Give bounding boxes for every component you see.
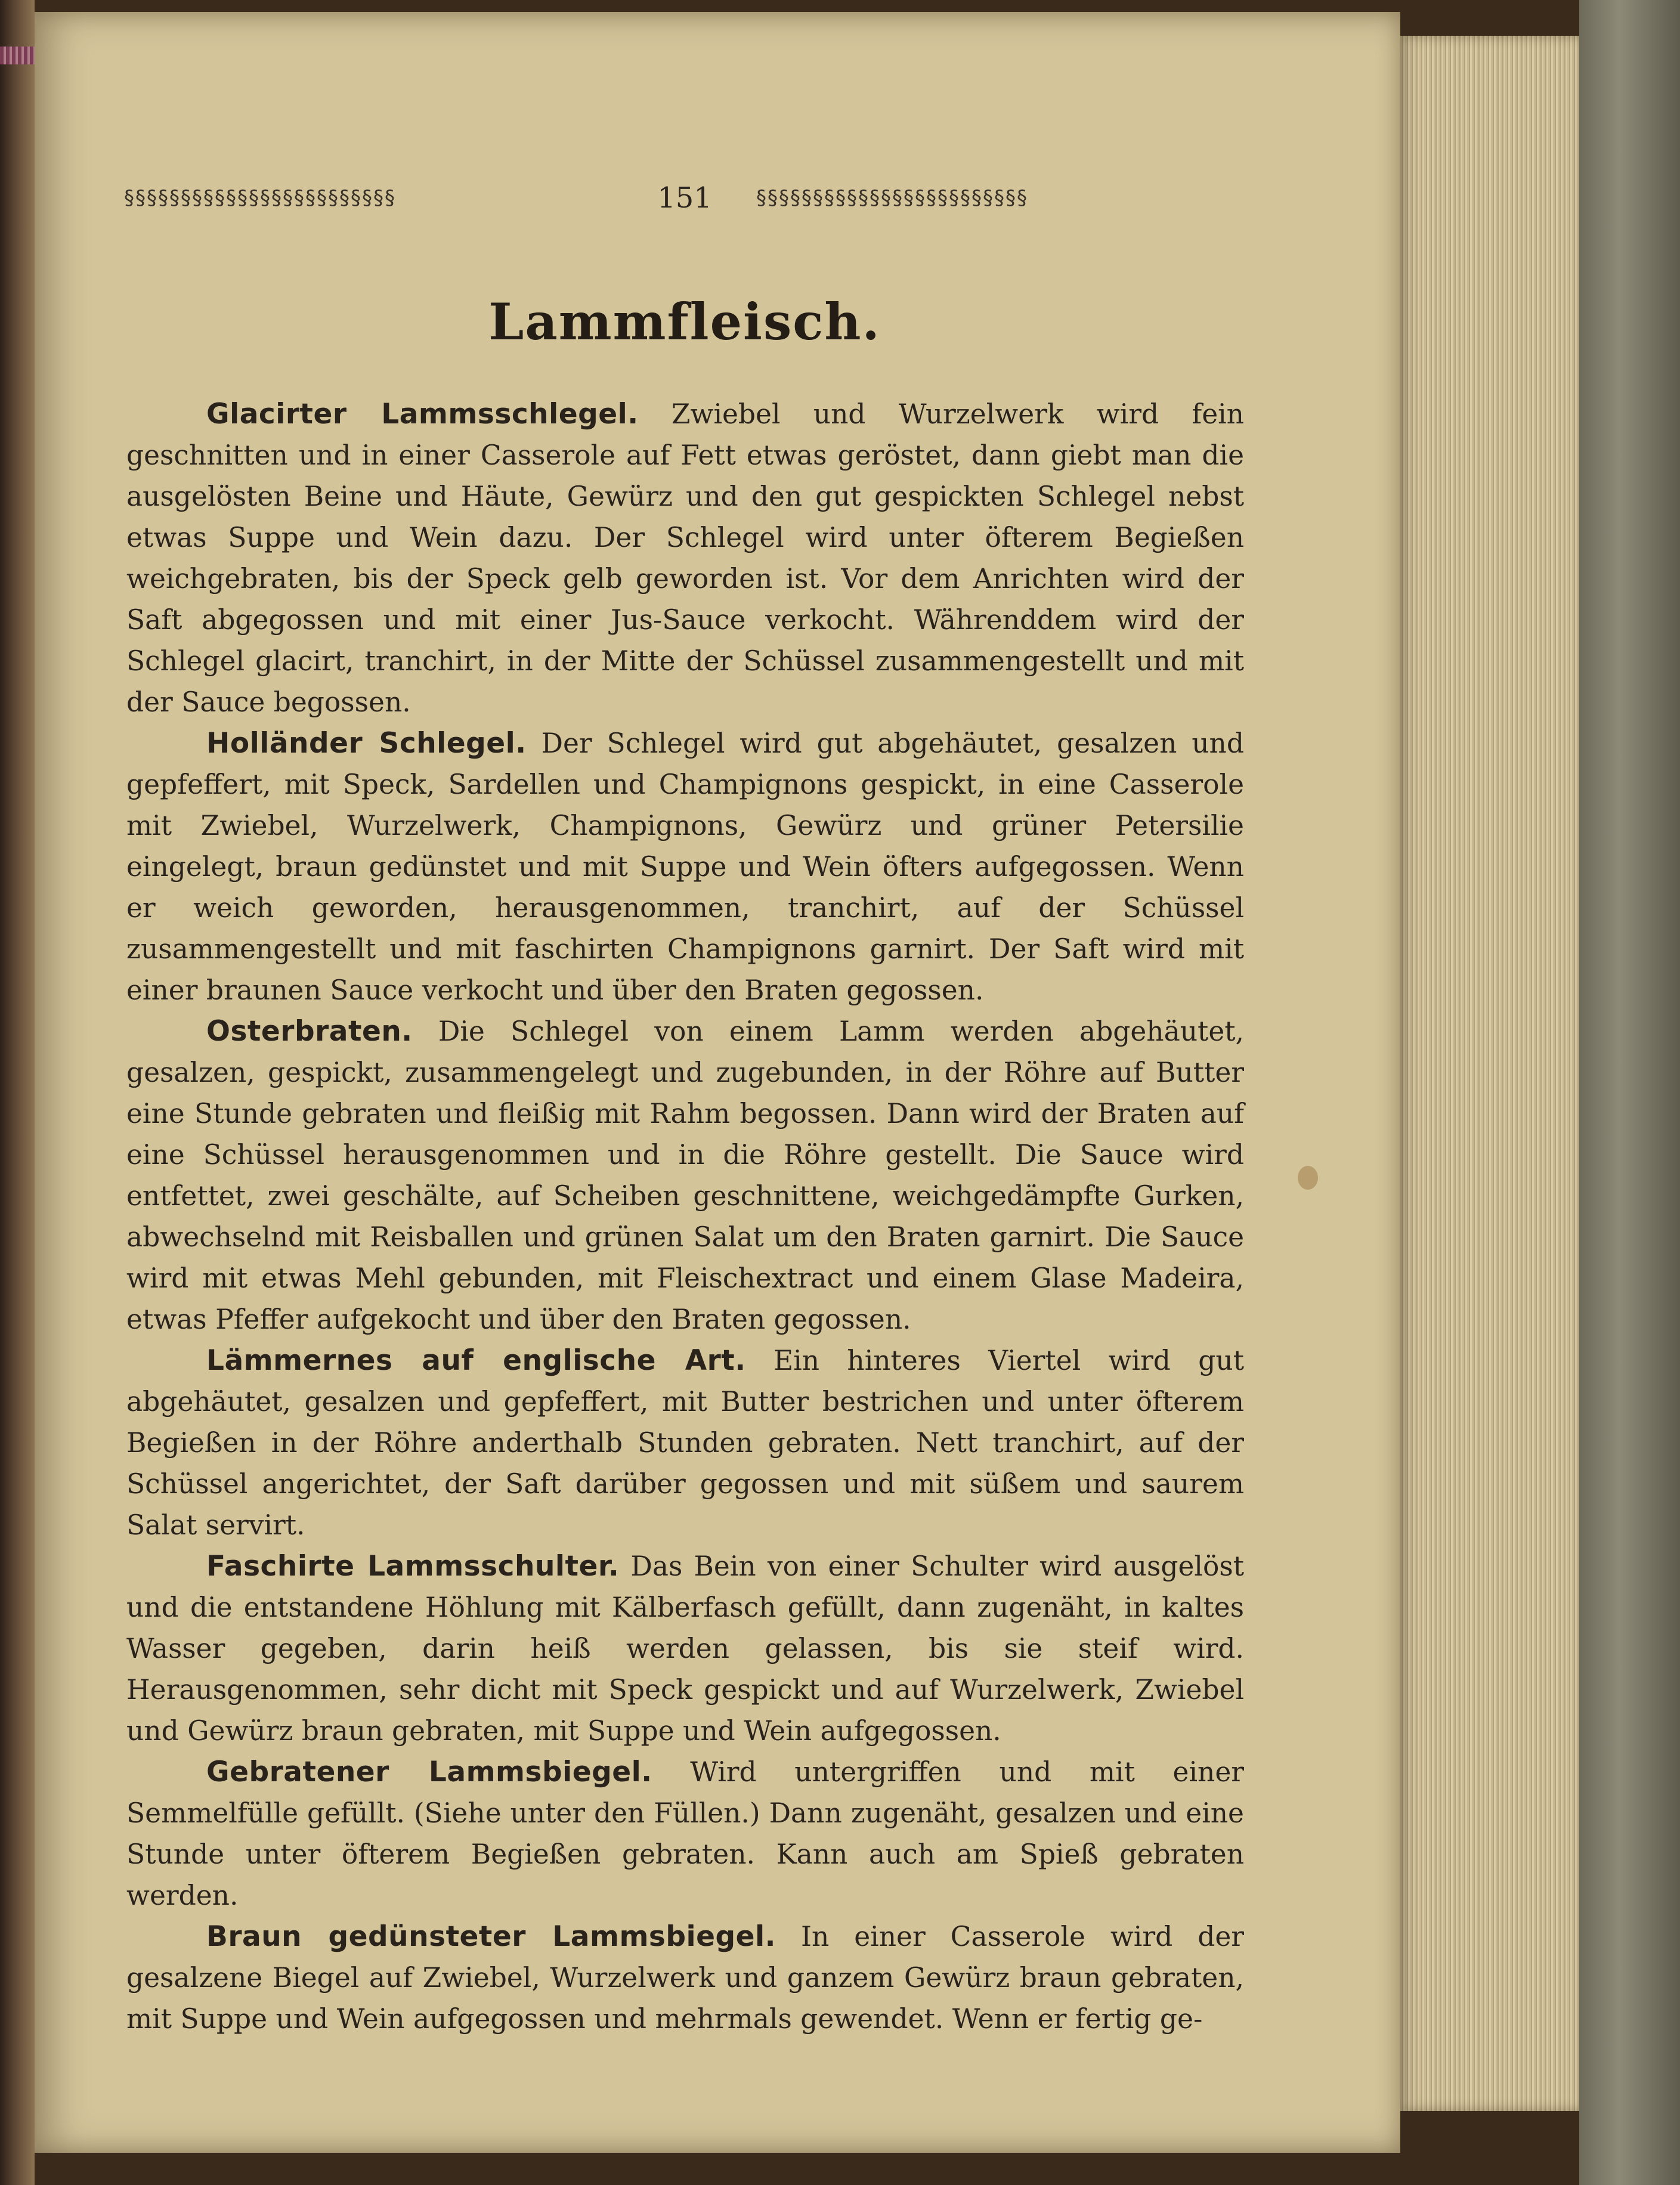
- recipe-text: Der Schlegel wird gut abgehäutet, gesalzen und gepfeffert, mit Speck, Sardellen und Champignons gespickt, in eine Casserole mit Zwiebel, Wurzelwerk, Champignons, Gewürz und grüner Petersilie eingelegt, braun gedünstet und mit Suppe und Wein öfters aufgegossen. Wenn er weich geworden, herausgenommen, tranchirt, auf der Schüssel zusammengestellt und mit faschirten Champignons garnirt. Der Saft wird mit einer braunen Sauce verkocht und über den Braten gegossen.: [126, 728, 1244, 1006]
- recipe-title: Glacirter Lammsschlegel.: [206, 398, 639, 431]
- recipe-title: Gebratener Lammsbiegel.: [206, 1756, 652, 1788]
- recipe-text: Das Bein von einer Schulter wird ausgelöst und die entstandene Höhlung mit Kälberfasch gefüllt, dann zugenäht, in kaltes Wasser gegeben, darin heiß werden gelassen, bis sie steif wird. Herausgenommen, sehr dicht mit Speck gespickt und auf Wurzelwerk, Zwiebel und Gewürz braun gebraten, mit Suppe und Wein aufgegossen.: [126, 1550, 1244, 1747]
- recipe-text: Zwiebel und Wurzelwerk wird fein geschnitten und in einer Casserole auf Fett etwas geröstet, dann giebt man die ausgelösten Beine und Häute, Gewürz und den gut gespickten Schlegel nebst etwas Suppe und Wein dazu. Der Schlegel wird unter öfterem Begießen weichgebraten, bis der Speck gelb geworden ist. Vor dem Anrichten wird der Saft abgegossen und mit einer Jus-Sauce verkocht. Währenddem wird der Schlegel glacirt, tranchirt, in der Mitte der Schüssel zusammengestellt und mit der Sauce begossen.: [126, 398, 1244, 718]
- recipe-paragraph: [126, 1340, 1244, 1546]
- recipe-paragraph: [126, 1751, 1244, 1916]
- previous-page-edge: [0, 0, 35, 2185]
- recipe-text: In einer Casserole wird der gesalzene Biegel auf Zwiebel, Wurzelwerk und ganzem Gewürz braun gebraten, mit Suppe und Wein aufgegossen und mehrmals gewendet. Wenn er fertig ge-: [126, 1921, 1244, 2035]
- recipe-paragraph: [126, 394, 1244, 723]
- recipe-title: Lämmernes auf englische Art.: [206, 1344, 746, 1377]
- recipe-title: Braun gedünsteter Lammsbiegel.: [206, 1920, 776, 1953]
- page-number: 151: [657, 181, 712, 215]
- page-block-edges: [1400, 36, 1579, 2111]
- book-cover: [1579, 0, 1680, 2185]
- recipe-title: Faschirte Lammsschulter.: [206, 1550, 620, 1583]
- recipe-text: Ein hinteres Viertel wird gut abgehäutet, gesalzen und gepfeffert, mit Butter bestrichen und unter öfterem Begießen in der Röhre anderthalb Stunden gebraten. Nett tranchirt, auf der Schüssel angerichtet, der Saft darüber gegossen und mit süßem und saurem Salat servirt.: [126, 1345, 1244, 1541]
- header-ornament-left: §§§§§§§§§§§§§§§§§§§§§§§§: [124, 188, 396, 208]
- paper-stain: [1298, 1166, 1318, 1190]
- chapter-title: Lammfleisch.: [488, 292, 881, 351]
- recipe-paragraph: [126, 1011, 1244, 1340]
- recipe-paragraph: [126, 1916, 1244, 2039]
- header-ornament-right: §§§§§§§§§§§§§§§§§§§§§§§§: [756, 188, 1028, 208]
- bookmark-ribbon: [0, 47, 35, 64]
- running-header: [124, 174, 1245, 222]
- recipe-title: Osterbraten.: [206, 1015, 413, 1048]
- recipe-paragraph: [126, 1546, 1244, 1751]
- recipe-text: Wird untergriffen und mit einer Semmelfülle gefüllt. (Siehe unter den Füllen.) Dann zugenäht, gesalzen und eine Stunde unter öfterem Begießen gebraten. Kann auch am Spieß gebraten werden.: [126, 1756, 1244, 1911]
- recipe-paragraph: [126, 723, 1244, 1011]
- recipe-list: [126, 394, 1244, 2039]
- recipe-text: Die Schlegel von einem Lamm werden abgehäutet, gesalzen, gespickt, zusammengelegt und zugebunden, in der Röhre auf Butter eine Stunde gebraten und fleißig mit Rahm begossen. Dann wird der Braten auf eine Schüssel herausgenommen und in die Röhre gestellt. Die Sauce wird entfettet, zwei geschälte, auf Scheiben geschnittene, weichgedämpfte Gurken, abwechselnd mit Reisballen und grünen Salat um den Braten garnirt. Die Sauce wird mit etwas Mehl gebunden, mit Fleischextract und einem Glase Madeira, etwas Pfeffer aufgekocht und über den Braten gegossen.: [126, 1016, 1244, 1335]
- recipe-title: Holländer Schlegel.: [206, 727, 527, 760]
